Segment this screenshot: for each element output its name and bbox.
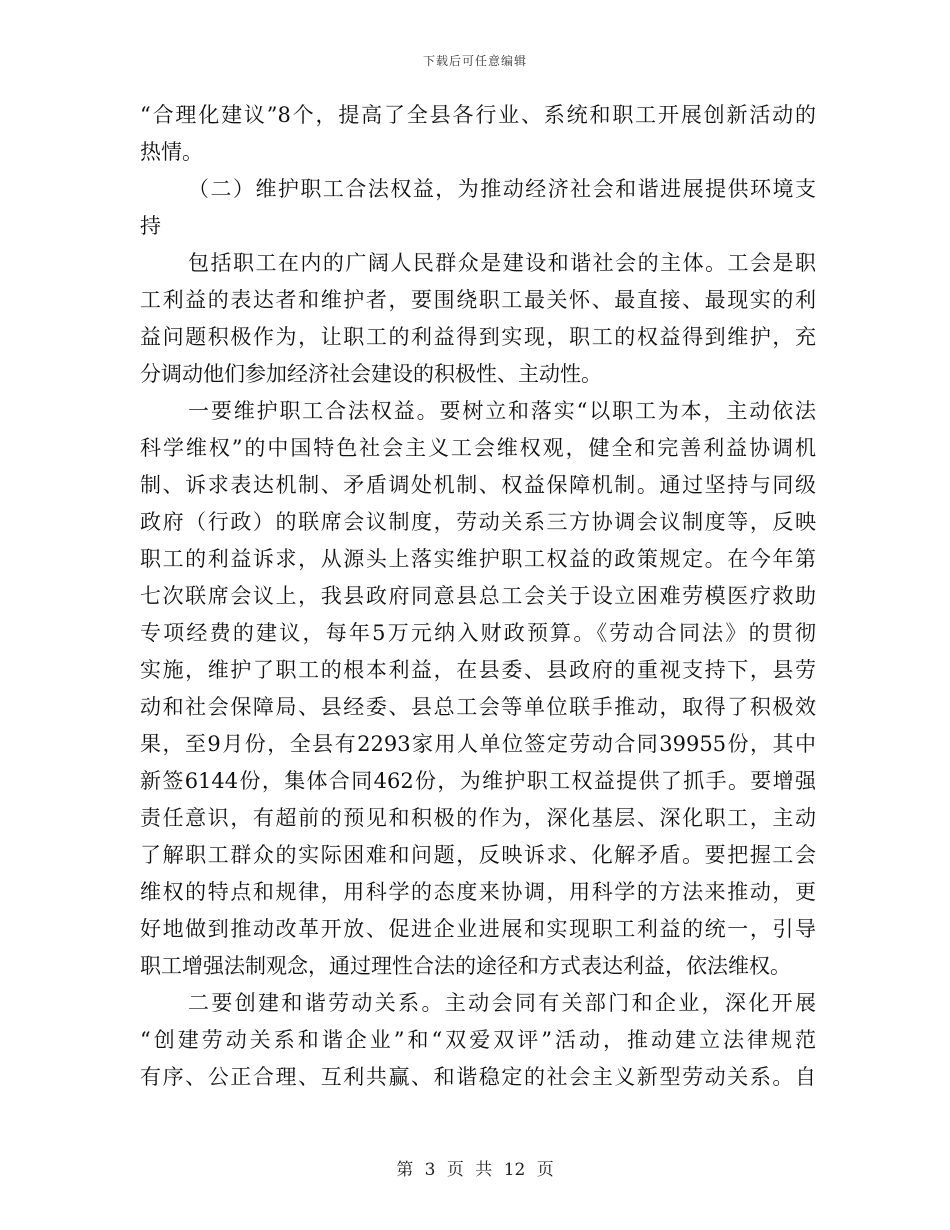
text-line: 包括职工在内的广阔人民群众是建设和谐社会的主体。工会是职 <box>188 251 816 275</box>
text-line: “合理化建议”8个，提高了全县各行业、系统和职工开展创新活动的 <box>140 103 816 127</box>
text-line: 动和社会保障局、县经委、县总工会等单位联手推动，取得了积极效 <box>140 695 816 719</box>
text-line: 实施，维护了职工的根本利益，在县委、县政府的重视支持下，县劳 <box>140 658 816 682</box>
text-line: 维权的特点和规律，用科学的态度来协调，用科学的方法来推动，更 <box>140 880 816 904</box>
text-line: 果，至9月份，全县有2293家用人单位签定劳动合同39955份，其中 <box>140 732 816 756</box>
text-line: 政府（行政）的联席会议制度，劳动关系三方协调会议制度等，反映 <box>140 510 816 534</box>
text-line: 分调动他们参加经济社会建设的积极性、主动性。 <box>140 362 602 386</box>
section-heading: （二）维护职工合法权益，为推动经济社会和谐进展提供环境支 <box>188 177 816 201</box>
text-line: 专项经费的建议，每年5万元纳入财政预算。《劳动合同法》的贯彻 <box>140 621 816 645</box>
text-line: 责任意识，有超前的预见和积极的作为，深化基层、深化职工，主动 <box>140 806 816 830</box>
text-line: 职工增强法制观念，通过理性合法的途径和方式表达利益，依法维权。 <box>140 954 791 978</box>
text-line: 制、诉求表达机制、矛盾调处机制、权益保障机制。通过坚持与同级 <box>140 473 816 497</box>
text-line: 有序、公正合理、互利共赢、和谐稳定的社会主义新型劳动关系。自 <box>140 1065 816 1089</box>
text-line: 了解职工群众的实际困难和问题，反映诉求、化解矛盾。要把握工会 <box>140 843 816 867</box>
text-line: 好地做到推动改革开放、促进企业进展和实现职工利益的统一，引导 <box>140 917 816 941</box>
text-line: 益问题积极作为，让职工的利益得到实现，职工的权益得到维护，充 <box>140 325 816 349</box>
text-line: 新签6144份，集体合同462份，为维护职工权益提供了抓手。要增强 <box>140 769 816 793</box>
section-heading: 持 <box>140 214 161 238</box>
text-line: 热情。 <box>140 140 203 164</box>
text-line: 职工的利益诉求，从源头上落实维护职工权益的政策规定。在今年第 <box>140 547 816 571</box>
document-body <box>140 100 816 1099</box>
text-line: 一要维护职工合法权益。要树立和落实“以职工为本，主动依法 <box>188 399 816 423</box>
page-header: 下载后可任意编辑 <box>422 54 527 68</box>
text-line: 二要创建和谐劳动关系。主动会同有关部门和企业，深化开展 <box>188 991 816 1015</box>
text-line: 科学维权”的中国特色社会主义工会维权观，健全和完善利益协调机 <box>140 436 816 460</box>
text-line: “创建劳动关系和谐企业”和“双爱双评”活动，推动建立法律规范 <box>140 1028 816 1052</box>
text-line: 工利益的表达者和维护者，要围绕职工最关怀、最直接、最现实的利 <box>140 288 816 312</box>
text-line: 七次联席会议上，我县政府同意县总工会关于设立困难劳模医疗救助 <box>140 584 816 608</box>
page-footer: 第 3 页 共 12 页 <box>396 1160 554 1180</box>
